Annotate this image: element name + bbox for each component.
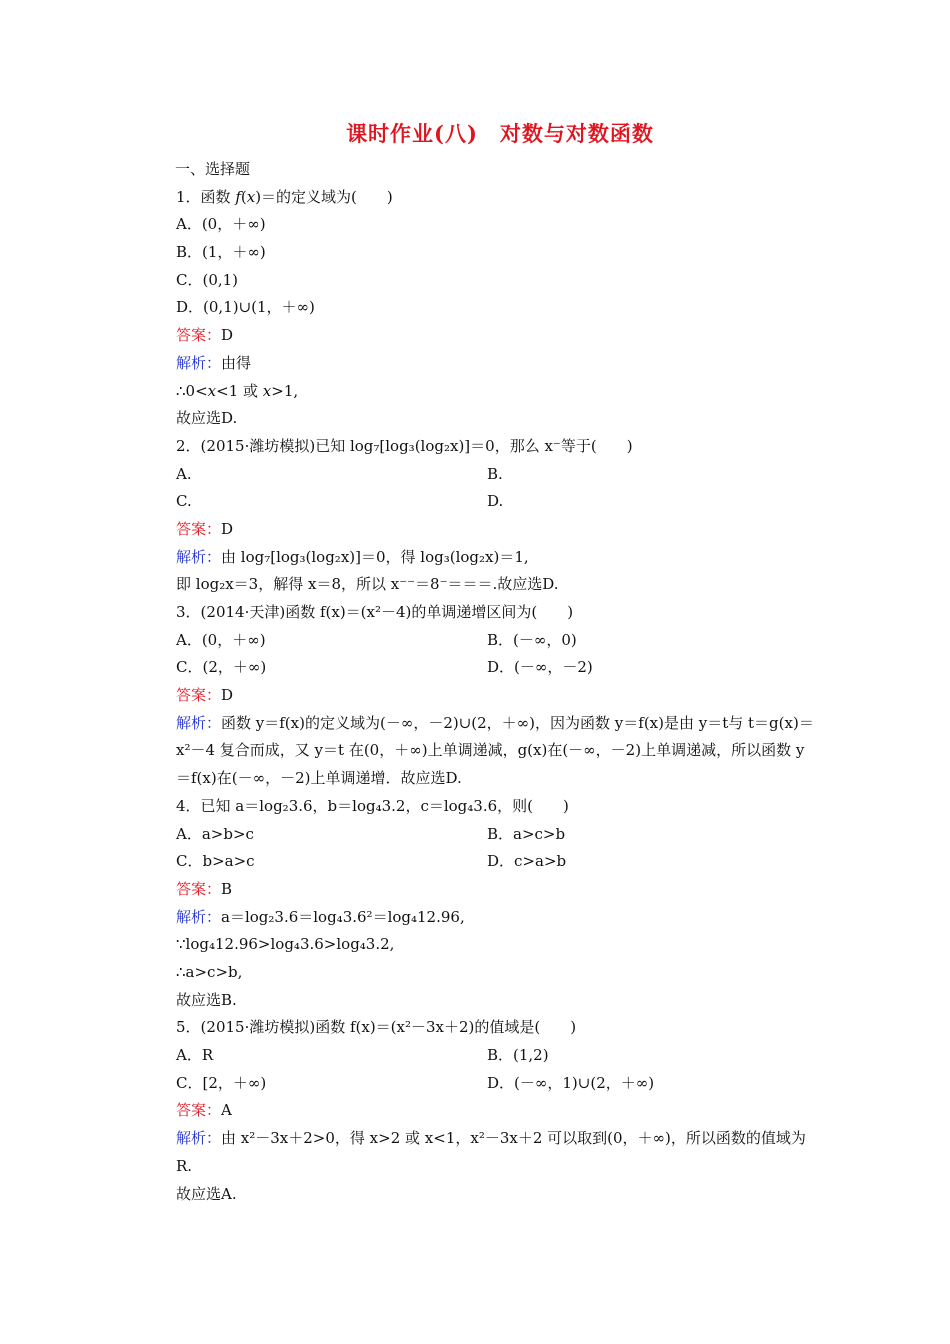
- q1-answer-value: D: [221, 326, 234, 345]
- q4-option-b: B．a>c>b: [487, 824, 566, 843]
- q1-analysis-2b: <1 或: [216, 381, 263, 400]
- q4-analysis-text: a＝log₂3.6＝log₄3.6²＝log₄12.96,: [221, 907, 465, 926]
- analysis-label: 解析：: [176, 713, 222, 732]
- q1-option-a: A．(0，＋∞): [176, 215, 266, 234]
- answer-label: 答案：: [176, 686, 222, 705]
- q3-option-d: D．(－∞，－2): [487, 658, 593, 677]
- q2-option-b: B.: [487, 464, 503, 483]
- answer-label: 答案：: [176, 1101, 222, 1120]
- q5-analysis-text: 由 x²－3x＋2>0，得 x>2 或 x<1，x²－3x＋2 可以取到(0，＋∞)，所以函数的值域为R.: [176, 1129, 806, 1175]
- q4-analysis-3: ∴a>c>b,: [176, 962, 243, 981]
- q4-options-row-2: [176, 848, 816, 876]
- q4-option-c: C．b>a>c: [176, 852, 255, 871]
- q5-analysis-end: 故应选A.: [176, 1184, 237, 1203]
- q2-options-row-1: [176, 461, 816, 489]
- q1-stem-paren: (: [240, 187, 247, 206]
- q5-option-a: A．R: [176, 1046, 214, 1065]
- q1-stem: [176, 184, 816, 212]
- analysis-label: 解析：: [176, 907, 222, 926]
- q5-answer: [176, 1097, 816, 1125]
- q5-stem: 5．(2015·潍坊模拟)函数 f(x)＝(x²－3x＋2)的值域是( ): [176, 1018, 577, 1037]
- q3-answer: [176, 682, 816, 710]
- q5-answer-value: A: [221, 1101, 232, 1120]
- q5-options-row-2: [176, 1070, 816, 1098]
- q4-analysis-4: 故应选B.: [176, 990, 237, 1009]
- q5-option-c: C．[2，＋∞): [176, 1073, 267, 1092]
- q1-option-c: C．(0,1): [176, 270, 239, 289]
- q2-option-a: A.: [176, 464, 192, 483]
- analysis-label: 解析：: [176, 353, 222, 372]
- q4-analysis-2: ∵log₄12.96>log₄3.6>log₄3.2,: [176, 935, 395, 954]
- q2-option-d: D.: [487, 492, 504, 511]
- q1-answer: [176, 322, 816, 350]
- q1-stem-text: 1．函数: [176, 187, 236, 206]
- q5-option-b: B．(1,2): [487, 1046, 549, 1065]
- q2-options-row-2: [176, 488, 816, 516]
- q3-option-b: B．(－∞，0): [487, 630, 577, 649]
- q1-analysis-2a: ∴0<: [176, 381, 208, 400]
- q3-stem: 3．(2014·天津)函数 f(x)＝(x²－4)的单调递增区间为( ): [176, 603, 574, 621]
- q1-analysis-2x: x: [207, 381, 217, 400]
- q2-analysis-2: 即 log₂x＝3，解得 x＝8，所以 x⁻⁻＝8⁻＝＝＝.故应选D.: [176, 575, 559, 594]
- q2-analysis-text: 由 log₇[log₃(log₂x)]＝0，得 log₃(log₂x)＝1,: [221, 547, 529, 566]
- q2-stem: 2．(2015·潍坊模拟)已知 log₇[log₃(log₂x)]＝0，那么 x⁻等于( ): [176, 436, 633, 455]
- q2-option-c: C.: [176, 492, 192, 511]
- q1-analysis-1: [176, 350, 816, 378]
- q4-answer: [176, 876, 816, 904]
- q1-option-b: B．(1，＋∞): [176, 243, 266, 262]
- q3-option-a: A．(0，＋∞): [176, 630, 266, 649]
- q1-stem-rest: )＝的定义域为( ): [255, 187, 393, 206]
- answer-label: 答案：: [176, 326, 222, 345]
- q5-analysis: [176, 1125, 816, 1180]
- q4-stem: 4．已知 a＝log₂3.6，b＝log₄3.2，c＝log₄3.6，则( ): [176, 796, 569, 815]
- q3-options-row-1: [176, 627, 816, 655]
- answer-label: 答案：: [176, 519, 222, 538]
- q3-option-c: C．(2，＋∞): [176, 658, 267, 677]
- q1-option-d: D．(0,1)∪(1，＋∞): [176, 298, 315, 317]
- q4-options-row-1: [176, 821, 816, 849]
- q1-analysis-text: 由得: [221, 353, 252, 372]
- q4-analysis-1: [176, 904, 816, 932]
- q1-analysis-3: 故应选D.: [176, 409, 238, 428]
- q2-answer-value: D: [221, 519, 234, 538]
- analysis-label: 解析：: [176, 1129, 222, 1148]
- answer-label: 答案：: [176, 879, 222, 898]
- q2-analysis-1: [176, 544, 816, 572]
- q3-analysis-text: 函数 y＝f(x)的定义域为(－∞，－2)∪(2，＋∞)，因为函数 y＝f(x)是由 y＝t与 t＝g(x)＝x²－4 复合而成，又 y＝t 在(0，＋∞)上单调递减，g(x)在(－∞，－2)上单调递减，所以函数 y＝f(x)在(－∞，－2)上单调递增．故应选D.: [176, 713, 814, 788]
- q1-analysis-2x2: x: [262, 381, 272, 400]
- q1-stem-x: x: [246, 187, 256, 206]
- document-body: [176, 156, 816, 1208]
- q5-options-row-1: [176, 1042, 816, 1070]
- page-title: 课时作业(八) 对数与对数函数: [346, 121, 654, 146]
- q4-answer-value: B: [221, 879, 233, 898]
- q1-analysis-2c: >1,: [271, 381, 299, 400]
- q1-stem-f: f: [235, 187, 241, 206]
- analysis-label: 解析：: [176, 547, 222, 566]
- q1-analysis-2: [176, 378, 816, 406]
- q3-options-row-2: [176, 654, 816, 682]
- q3-analysis: [176, 710, 816, 793]
- q4-option-d: D．c>a>b: [487, 852, 567, 871]
- q5-option-d: D．(－∞，1)∪(2，＋∞): [487, 1073, 655, 1092]
- q4-option-a: A．a>b>c: [176, 824, 254, 843]
- q3-answer-value: D: [221, 686, 234, 705]
- section-heading: 一、选择题: [175, 160, 251, 178]
- q2-answer: [176, 516, 816, 544]
